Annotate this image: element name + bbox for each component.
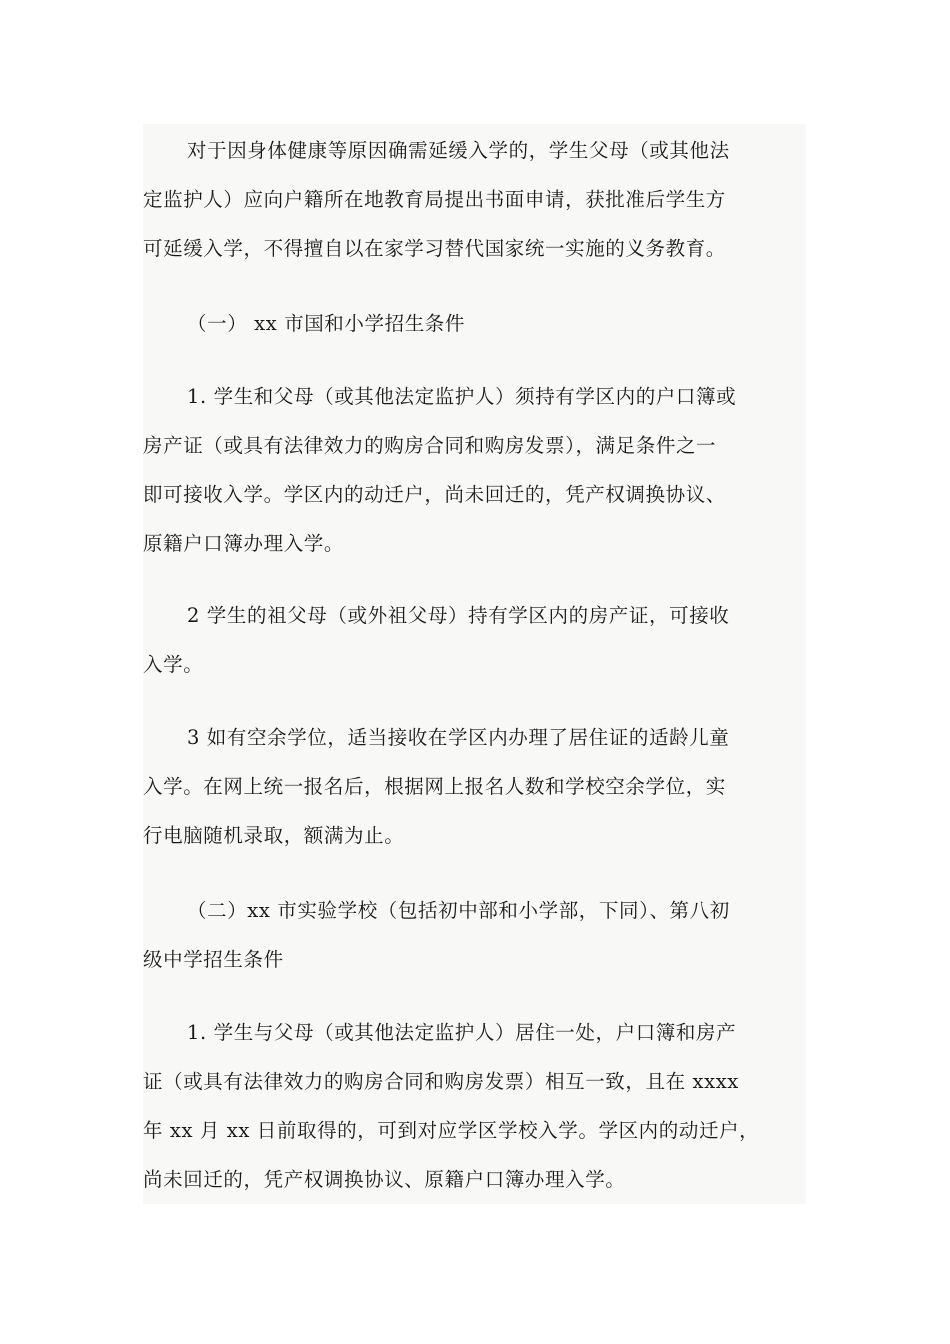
paragraph-deferred-enrollment <box>143 126 806 273</box>
section-heading-line: （二）xx 市实验学校（包括初中部和小学部，下同）、第八初 <box>187 899 730 922</box>
paragraph-line: 年 xx 月 xx 日前取得的，可到对应学区学校入学。学区内的动迁户， <box>143 1119 760 1142</box>
paragraph-line: 即可接收入学。学区内的动迁户，尚未回迁的，凭产权调换协议、 <box>143 483 726 506</box>
section-heading-line: 级中学招生条件 <box>143 948 284 971</box>
section-heading-line: （一） xx 市国和小学招生条件 <box>187 312 465 335</box>
paragraph-condition-1 <box>143 372 806 568</box>
document-body <box>143 124 806 1204</box>
paragraph-line: 房产证（或具有法律效力的购房合同和购房发票），满足条件之一 <box>143 434 717 457</box>
paragraph-line: 尚未回迁的，凭产权调换协议、原籍户口簿办理入学。 <box>143 1168 626 1191</box>
paragraph-line: 定监护人）应向户籍所在地教育局提出书面申请，获批准后学生方 <box>143 188 726 211</box>
section-heading-two <box>143 886 806 984</box>
paragraph-line: 可延缓入学，不得擅自以在家学习替代国家统一实施的义务教育。 <box>143 237 726 260</box>
paragraph-line: 2 学生的祖父母（或外祖父母）持有学区内的房产证，可接收 <box>187 604 730 627</box>
paragraph-line: 入学。 <box>143 653 204 676</box>
paragraph-condition-4 <box>143 1008 806 1204</box>
paragraph-line: 入学。在网上统一报名后，根据网上报名人数和学校空余学位，实 <box>143 775 726 798</box>
paragraph-line: 3 如有空余学位，适当接收在学区内办理了居住证的适龄儿童 <box>187 726 730 749</box>
paragraph-line: 证（或具有法律效力的购房合同和购房发票）相互一致，且在 xxxx <box>143 1070 739 1093</box>
paragraph-line: 行电脑随机录取，额满为止。 <box>143 824 405 847</box>
paragraph-condition-3 <box>143 713 806 860</box>
section-heading-one <box>143 299 806 348</box>
paragraph-line: 1. 学生与父母（或其他法定监护人）居住一处，户口簿和房产 <box>187 1021 737 1044</box>
paragraph-line: 1. 学生和父母（或其他法定监护人）须持有学区内的户口簿或 <box>187 385 737 408</box>
paragraph-line: 对于因身体健康等原因确需延缓入学的，学生父母（或其他法 <box>187 139 730 162</box>
paragraph-condition-2 <box>143 591 806 689</box>
paragraph-line: 原籍户口簿办理入学。 <box>143 532 345 555</box>
